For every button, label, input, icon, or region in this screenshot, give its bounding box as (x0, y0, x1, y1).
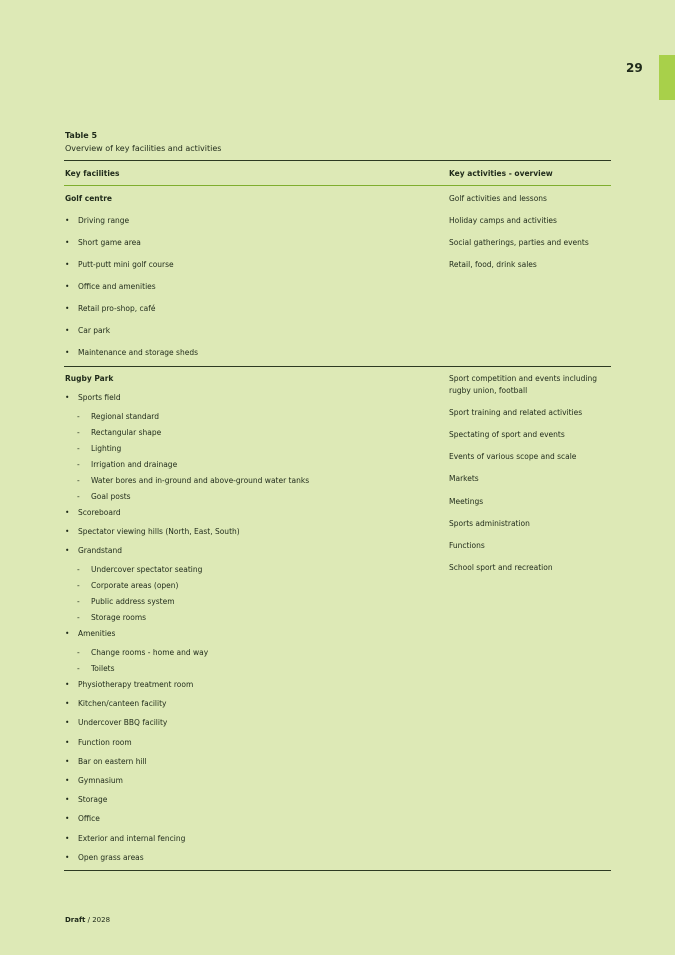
section-title-rugby: Rugby Park (65, 374, 114, 383)
activity-item: Sport competition and events including rugby union, football (449, 374, 597, 395)
activity-item: School sport and recreation (449, 563, 553, 572)
dash-icon: - (77, 444, 80, 453)
bullet-icon: • (65, 238, 70, 247)
dash-icon: - (77, 492, 80, 501)
activity-item: Golf activities and lessons (449, 194, 547, 203)
bullet-icon: • (65, 795, 70, 804)
activity-item: Markets (449, 474, 479, 483)
bullet-icon: • (65, 326, 70, 335)
bullet-icon: • (65, 527, 70, 536)
bullet-icon: • (65, 348, 70, 357)
dash-icon: - (77, 476, 80, 485)
dash-icon: - (77, 460, 80, 469)
activity-item: Sports administration (449, 519, 530, 528)
bullet-icon: • (65, 282, 70, 291)
bullet-icon: • (65, 629, 70, 638)
activity-item: Sport training and related activities (449, 408, 583, 417)
table-title: Table 5 (65, 131, 98, 140)
bullet-icon: • (65, 757, 70, 766)
bullet-icon: • (65, 718, 70, 727)
bullet-icon: • (65, 216, 70, 225)
bullet-icon: • (65, 304, 70, 313)
dash-icon: - (77, 412, 80, 421)
header-key-facilities: Key facilities (65, 169, 120, 178)
bullet-icon: • (65, 393, 70, 402)
table-header-rule (64, 185, 611, 186)
bullet-icon: • (65, 814, 70, 823)
activity-item: Spectating of sport and events (449, 430, 565, 439)
bullet-icon: • (65, 680, 70, 689)
dash-icon: - (77, 664, 80, 673)
activity-item: Retail, food, drink sales (449, 260, 537, 269)
bullet-icon: • (65, 260, 70, 269)
dash-icon: - (77, 581, 80, 590)
dash-icon: - (77, 565, 80, 574)
activity-item: Functions (449, 541, 485, 550)
activity-item: Holiday camps and activities (449, 216, 557, 225)
footer (65, 916, 110, 924)
dash-icon: - (77, 613, 80, 622)
bullet-icon: • (65, 699, 70, 708)
page-number: 29 (626, 61, 643, 75)
section-title-golf: Golf centre (65, 194, 112, 203)
table-top-rule (64, 160, 611, 161)
footer-year: 2028 (92, 916, 111, 924)
footer-label: Draft (65, 916, 86, 924)
dash-icon: - (77, 428, 80, 437)
bullet-icon: • (65, 834, 70, 843)
activity-item: Social gatherings, parties and events (449, 238, 589, 247)
dash-icon: - (77, 648, 80, 657)
table-bottom-rule (64, 870, 611, 871)
bullet-icon: • (65, 853, 70, 862)
dash-icon: - (77, 597, 80, 606)
activity-item: Meetings (449, 497, 484, 506)
bullet-icon: • (65, 776, 70, 785)
bullet-icon: • (65, 738, 70, 747)
bullet-icon: • (65, 508, 70, 517)
bullet-icon: • (65, 546, 70, 555)
header-key-activities: Key activities - overview (449, 169, 553, 178)
document-page: 29 Table 5 Overview of key facilities and activities Key facilities Key activities - overview Golf centre • Driving range • Short game area • Putt-putt mini golf course • Office and amenities • Retail pro-shop, café • Car park • Maintenance and storage sheds Golf activities and lessons Holiday camps and activities Social gatherings, parties and events Retail, food, drink sales Rugby Park • Sports field - Regional standard - Rectangular shape - Lighting - Irrigation and drainage - Water bores and in-ground and above-ground water tanks - Goal posts • Scoreboard • Spectator viewing hills (North, East, South) • Grandstand - Undercover spectator seating - Corporate areas (open) - Public address system - Storage rooms • Amenities - Change rooms - home and way - Toilets • Physiotherapy treatment room • Kitchen/canteen facility • Undercover BBQ facility • Function room • Bar on eastern hill • Gymnasium • Storage • Office • Exterior and internal fencing • Open grass areas Sport competition and events including rugby union, football Sport training and related activities Spectating of sport and events Events of various scope and scale Markets Meetings Sports administration Functions School sport and recreation Draft / 2028 (0, 0, 675, 955)
table-subtitle: Overview of key facilities and activities (65, 144, 222, 153)
footer-separator: / (85, 916, 93, 924)
section-divider-rule (64, 366, 611, 367)
activity-item: Events of various scope and scale (449, 452, 577, 461)
page-tab-marker (659, 55, 675, 100)
